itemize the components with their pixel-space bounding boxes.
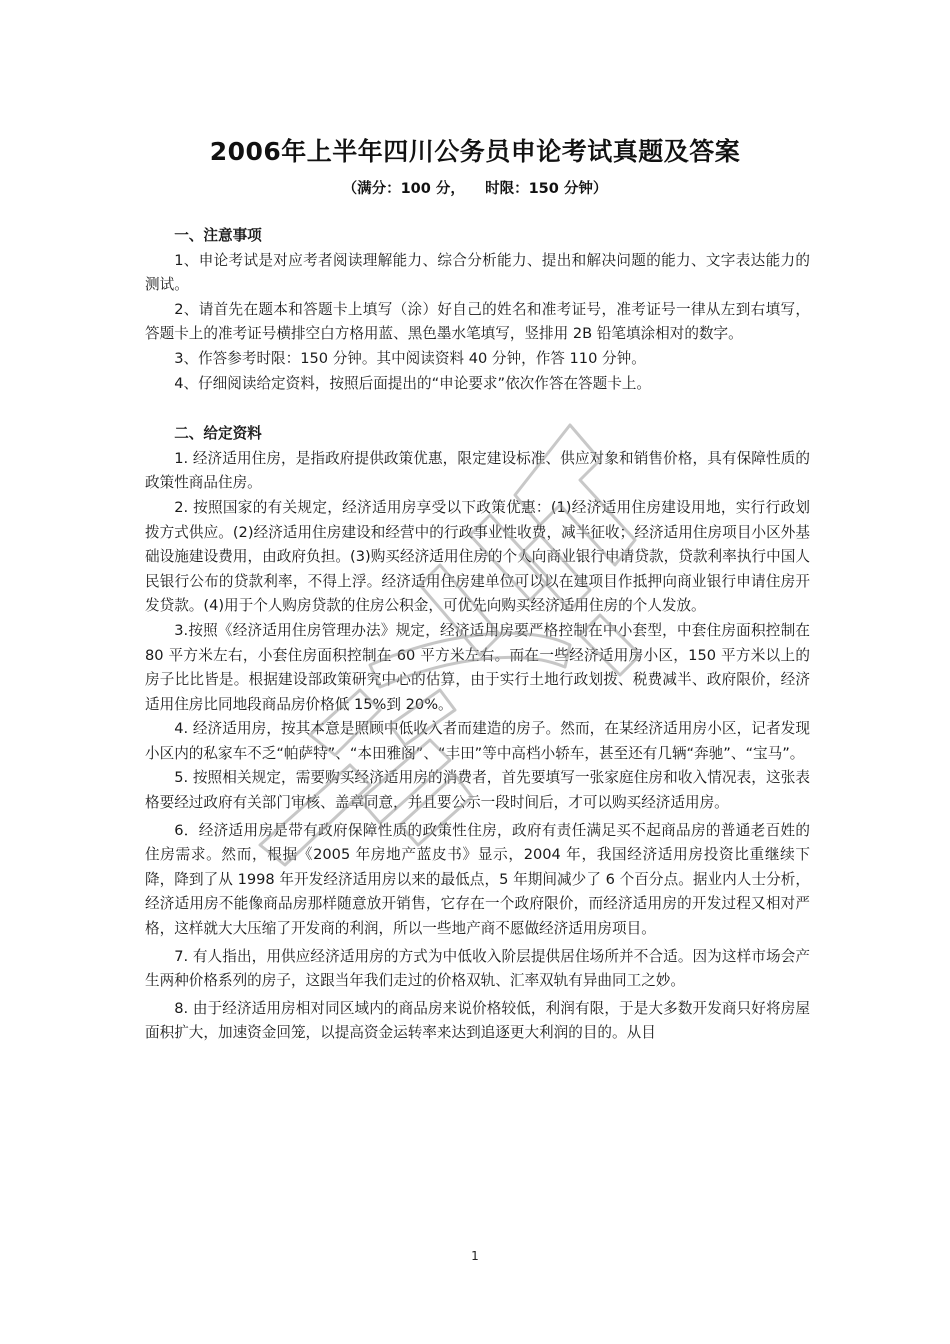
notes-paragraph: 3、作答参考时限：150 分钟。其中阅读资料 40 分钟，作答 110 分钟。 <box>174 349 646 367</box>
notes-paragraph: 4、仔细阅读给定资料，按照后面提出的“申论要求”依次作答在答题卡上。 <box>174 374 652 392</box>
material-paragraph: 4. 经济适用房，按其本意是照顾中低收入者而建造的房子。然而，在某经济适用房小区，记者发现小区内的私家车不乏“帕萨特”、“本田雅阁”、“丰田”等中高档小轿车，甚至还有几辆“奔驰”、“宝马”。 <box>145 720 810 762</box>
section-heading-materials: 二、给定资料 <box>174 425 262 443</box>
material-paragraph: 3.按照《经济适用住房管理办法》规定，经济适用房要严格控制在中小套型，中套住房面积控制在 80 平方米左右，小套住房面积控制在 60 平方米左右。而在一些经济适用房小区，150 平方米以上的房子比比皆是。根据建设部政策研究中心的估算，由于实行土地行政划拨、税费减半、政府限价，经济适用住房比同地段商品房价格低 15%到 20%。 <box>145 621 810 713</box>
material-paragraph: 8. 由于经济适用房相对同区域内的商品房来说价格较低，利润有限，于是大多数开发商只好将房屋面积扩大，加速资金回笼，以提高资金运转率来达到追逐更大利润的目的。从目 <box>145 999 810 1042</box>
material-paragraph: 1. 经济适用住房，是指政府提供政策优惠，限定建设标准、供应对象和销售价格，具有保障性质的政策性商品住房。 <box>145 449 810 492</box>
notes-paragraph: 2、请首先在题本和答题卡上填写（涂）好自己的姓名和准考证号，准考证号一律从左到右填写，答题卡上的准考证号横排空白方格用蓝、黑色墨水笔填写，竖排用 2B 铅笔填涂相对的数字。 <box>145 300 810 343</box>
material-paragraph: 6．经济适用房是带有政府保障性质的政策性住房，政府有责任满足买不起商品房的普通老百姓的住房需求。然而，根据《2005 年房地产蓝皮书》显示，2004 年，我国经济适用房投资比重继续下降，降到了从 1998 年开发经济适用房以来的最低点，5 年期间减少了 6 个百分点。据业内人士分析，经济适用房不能像商品房那样随意放开销售，它存在一个政府限价，而经济适用房的开发过程又相对严格，这样就大大压缩了开发商的利润，所以一些地产商不愿做经济适用房项目。 <box>145 821 810 938</box>
notes-paragraph: 1、申论考试是对应考者阅读理解能力、综合分析能力、提出和解决问题的能力、文字表达能力的测试。 <box>145 251 810 294</box>
document-subtitle: （满分：100 分， 时限：150 分钟） <box>342 181 608 197</box>
page-number: 1 <box>471 1249 479 1263</box>
document-body <box>145 224 810 1046</box>
document-title: 2006年上半年四川公务员申论考试真题及答案 <box>209 137 741 166</box>
section-heading-notes: 一、注意事项 <box>174 227 262 244</box>
section-spacer <box>145 396 810 422</box>
material-paragraph: 2. 按照国家的有关规定，经济适用房享受以下政策优惠：(1)经济适用住房建设用地，实行行政划拨方式供应。(2)经济适用住房建设和经营中的行政事业性收费，减半征收；经济适用住房项目小区外基础设施建设费用，由政府负担。(3)购买经济适用住房的个人向商业银行申请贷款，贷款利率执行中国人民银行公布的贷款利率，不得上浮。经济适用住房建单位可以以在建项目作抵押向商业银行申请住房开发贷款。(4)用于个人购房贷款的住房公积金，可优先向购买经济适用住房的个人发放。 <box>145 498 810 615</box>
material-paragraph: 7. 有人指出，用供应经济适用房的方式为中低收入阶层提供居住场所并不合适。因为这样市场会产生两种价格系列的房子，这跟当年我们走过的价格双轨、汇率双轨有异曲同工之妙。 <box>145 947 810 990</box>
material-paragraph: 5. 按照相关规定，需要购买经济适用房的消费者，首先要填写一张家庭住房和收入情况表，这张表格要经过政府有关部门审核、盖章同意，并且要公示一段时间后，才可以购买经济适用房。 <box>145 769 810 812</box>
